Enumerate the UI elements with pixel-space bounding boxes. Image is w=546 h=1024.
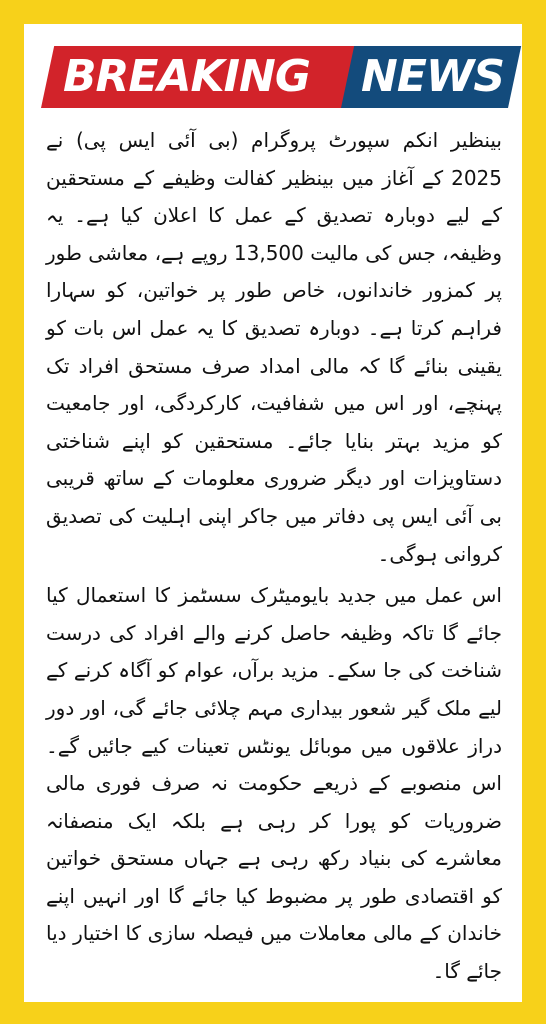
article-paragraph-2: اس عمل میں جدید بایومیٹرک سسٹمز کا استعمال کیا جائے گا تاکہ وظیفہ حاصل کرنے والے افراد کی درست شناخت کی جا سکے۔ مزید برآں، عوام کو آگاہ کرنے کے لیے ملک گیر شعور بیداری مہم چلائی جائے گی، اور دور دراز علاقوں میں موبائل یونٹس تعینات کیے جائیں گے۔ اس منصوبے کے ذریعے حکومت نہ صرف فوری مالی ضروریات کو پورا کر رہی ہے بلکہ ایک منصفانہ معاشرے کی بنیاد رکھ رہی ہے جہاں مستحق خواتین کو اقتصادی طور پر مضبوط کیا جائے گا اور انہیں اپنے خاندان کے مالی معاملات میں فیصلہ سازی کا اختیار دیا جائے گا۔ <box>46 583 502 984</box>
breaking-news-banner <box>41 46 508 108</box>
news-card <box>24 24 522 1002</box>
article-body <box>46 122 502 995</box>
banner-word-breaking: BREAKING <box>63 51 310 102</box>
banner-word-news: NEWS <box>361 51 505 102</box>
article-paragraph-1: بینظیر انکم سپورٹ پروگرام (بی آئی ایس پی) نے 2025 کے آغاز میں بینظیر کفالت وظیفے کے مستحقین کے لیے دوبارہ تصدیق کے عمل کا اعلان کیا ہے۔ یہ وظیفہ، جس کی مالیت 13,500 روپے ہے، معاشی طور پر کمزور خاندانوں، خاص طور پر خواتین، کو سہارا فراہم کرتا ہے۔ دوبارہ تصدیق کا یہ عمل اس بات کو یقینی بنائے گا کہ مالی امداد صرف مستحق افراد تک پہنچے، اور اس میں شفافیت، کارکردگی، اور جامعیت کو مزید بہتر بنایا جائے۔ مستحقین کو اپنے شناختی دستاویزات اور دیگر ضروری معلومات کے ساتھ قریبی بی آئی ایس پی دفاتر میں جاکر اپنی اہلیت کی تصدیق کروانی ہوگی۔ <box>46 128 502 566</box>
